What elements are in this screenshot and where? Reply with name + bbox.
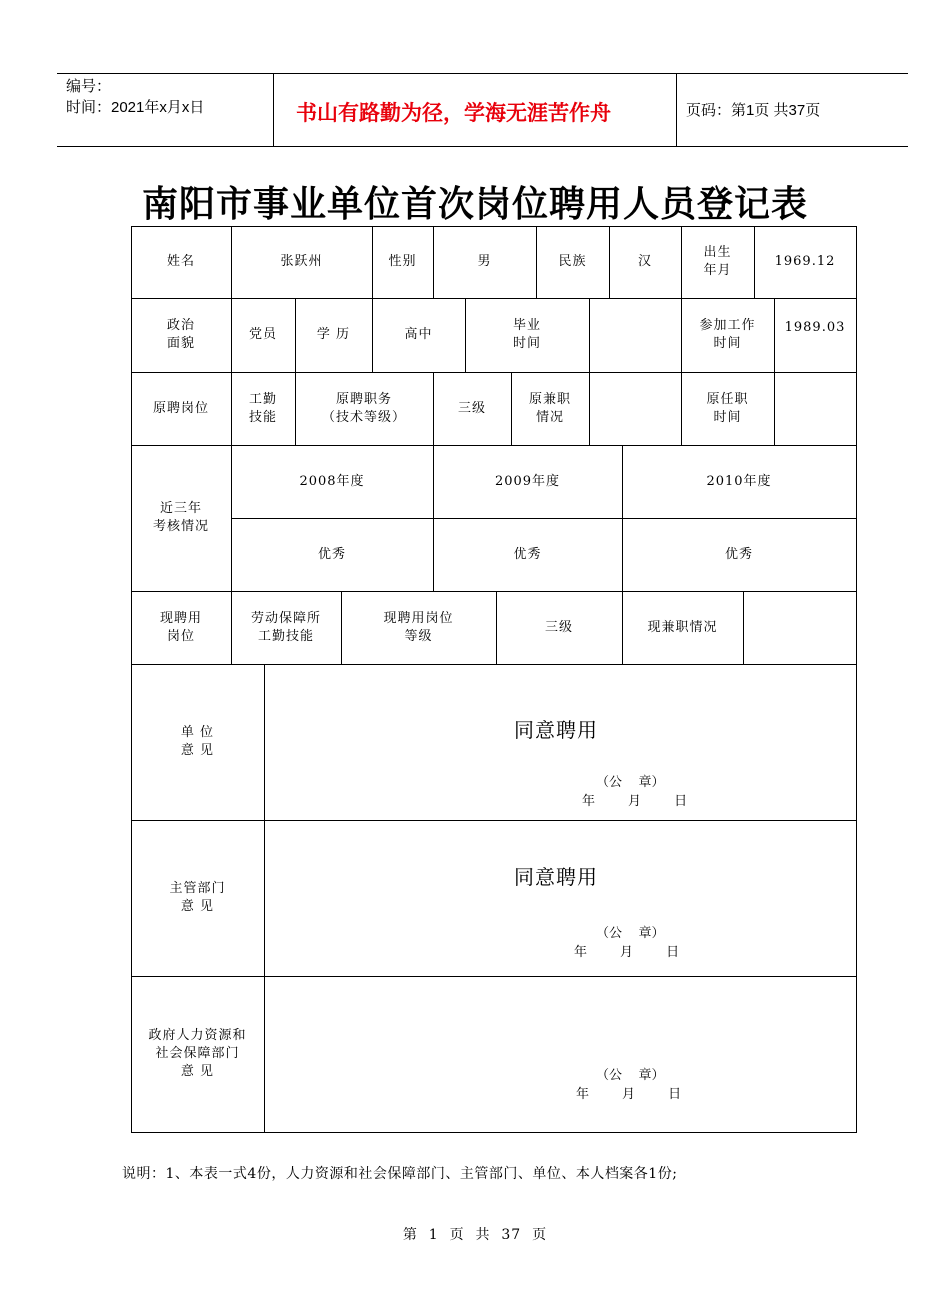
header-top-rule — [57, 73, 908, 74]
table-line — [264, 664, 265, 1133]
form-note: 说明：1、本表一式4份，人力资源和社会保障部门、主管部门、单位、本人档案各1份; — [122, 1166, 678, 1182]
unit-opinion-date: 年 月 日 — [582, 794, 688, 809]
name-label: 姓名 — [166, 254, 195, 269]
current-grade-label: 现聘用岗位 等级 — [383, 610, 454, 644]
name-value: 张跃州 — [280, 254, 323, 269]
gender-label: 性别 — [388, 254, 417, 269]
orig-title-value: 三级 — [457, 400, 486, 416]
document-number-label: 编号： — [66, 78, 112, 95]
education-value: 高中 — [404, 327, 433, 342]
orig-post-value: 工勤 技能 — [248, 391, 277, 425]
department-opinion-stamp: （公 章） — [596, 926, 665, 941]
orig-tenure-label: 原任职 时间 — [706, 391, 749, 425]
unit-opinion-text: 同意聘用 — [514, 718, 598, 742]
hr-opinion-date: 年 月 日 — [576, 1087, 682, 1102]
hr-opinion-stamp: （公 章） — [596, 1068, 665, 1083]
orig-post-label: 原聘岗位 — [152, 400, 209, 416]
unit-opinion-stamp: （公 章） — [596, 775, 665, 790]
header-divider-2 — [676, 73, 677, 147]
birth-value: 1969.12 — [774, 254, 836, 269]
orig-title-label: 原聘职务 （技术等级） — [321, 391, 406, 425]
education-label: 学 历 — [316, 327, 351, 342]
gender-value: 男 — [477, 254, 492, 269]
work-start-value: 1989.03 — [784, 320, 846, 335]
birth-label: 出生 年月 — [703, 245, 732, 278]
unit-opinion-label: 单 位 意 见 — [180, 725, 215, 758]
assessment-result: 优秀 — [724, 546, 753, 562]
ethnic-label: 民族 — [558, 254, 587, 269]
current-grade-value: 三级 — [544, 619, 573, 635]
orig-parttime-value — [589, 372, 681, 445]
orig-tenure-value — [774, 372, 856, 445]
header-divider-1 — [273, 73, 274, 147]
ethnic-value: 汉 — [637, 254, 652, 269]
work-start-label: 参加工作 时间 — [699, 318, 756, 351]
current-parttime-value — [743, 591, 856, 664]
graduation-value — [589, 298, 681, 372]
document-time-label: 时间：2021年x月x日 — [66, 99, 205, 116]
header-motto: 书山有路勤为径，学海无涯苦作舟 — [296, 101, 611, 125]
hr-opinion-label: 政府人力资源和 社会保障部门 意 见 — [148, 1028, 247, 1079]
assessment-year: 2009年度 — [494, 473, 561, 489]
header-page-info: 页码：第1页 共37页 — [686, 102, 821, 119]
department-opinion-date: 年 月 日 — [574, 945, 680, 960]
graduation-label: 毕业 时间 — [512, 318, 541, 351]
assessment-year: 2010年度 — [706, 473, 772, 489]
assessment-label: 近三年 考核情况 — [152, 501, 209, 534]
current-parttime-label: 现兼职情况 — [647, 619, 718, 635]
page-footer: 第 1 页 共 37 页 — [402, 1227, 548, 1243]
department-opinion-label: 主管部门 意 见 — [169, 881, 226, 914]
orig-parttime-label: 原兼职 情况 — [528, 391, 571, 425]
department-opinion-text: 同意聘用 — [514, 865, 598, 889]
current-post-value: 劳动保障所 工勤技能 — [250, 610, 321, 644]
page-title: 南阳市事业单位首次岗位聘用人员登记表 — [141, 183, 808, 225]
assessment-result: 优秀 — [317, 546, 346, 562]
political-label: 政治 面貌 — [166, 318, 195, 351]
political-value: 党员 — [248, 327, 277, 342]
table-line — [131, 1132, 857, 1133]
header-bottom-rule — [57, 146, 908, 147]
current-post-label: 现聘用 岗位 — [159, 610, 202, 644]
table-line — [856, 226, 857, 1133]
assessment-year: 2008年度 — [299, 473, 365, 489]
assessment-result: 优秀 — [513, 546, 542, 562]
